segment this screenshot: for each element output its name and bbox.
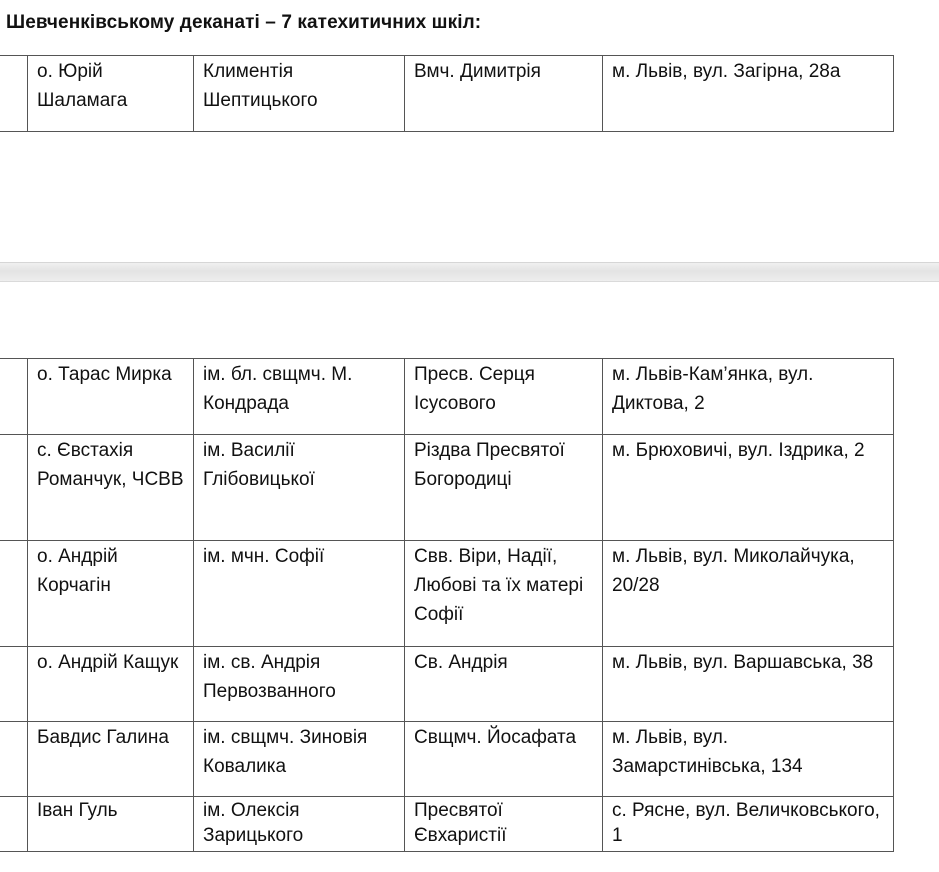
parish-cell: Різдва Пресвятої Богородиці (405, 435, 603, 541)
table-row (0, 359, 894, 435)
school-name-cell: ім. св. Андрія Первозванного (194, 647, 405, 722)
section-heading: Шевченківському деканаті – 7 катехитичних шкіл: (6, 12, 482, 33)
school-name-cell: ім. мчн. Софії (194, 541, 405, 647)
catechist-cell: Бавдис Галина (28, 722, 194, 797)
parish-cell: Свщмч. Йосафата (405, 722, 603, 797)
catechist-cell: Іван Гуль (28, 797, 194, 852)
address-cell: м. Львів-Кам’янка, вул. Диктова, 2 (603, 359, 894, 435)
row-number-cell (0, 359, 28, 435)
address-cell: м. Львів, вул. Миколайчука, 20/28 (603, 541, 894, 647)
parish-cell: Пресв. Серця Ісусового (405, 359, 603, 435)
parish-cell: Пресвятої Євхаристії (405, 797, 603, 852)
row-number-cell (0, 647, 28, 722)
table-row (0, 541, 894, 647)
table-row (0, 797, 894, 852)
parish-cell: Вмч. Димитрія (405, 56, 603, 132)
catechist-cell: о. Тарас Мирка (28, 359, 194, 435)
parish-cell: Свв. Віри, Надії, Любові та їх матері Софії (405, 541, 603, 647)
parish-cell: Св. Андрія (405, 647, 603, 722)
table-row (0, 647, 894, 722)
school-name-cell: ім. Василії Глібовицької (194, 435, 405, 541)
address-cell: м. Львів, вул. Варшавська, 38 (603, 647, 894, 722)
catechist-cell: о. Юрій Шаламага (28, 56, 194, 132)
school-name-cell: ім. свщмч. Зиновія Ковалика (194, 722, 405, 797)
table-row (0, 722, 894, 797)
row-number-cell (0, 56, 28, 132)
table-row (0, 435, 894, 541)
row-number-cell (0, 722, 28, 797)
address-cell: м. Львів, вул. Замарстинівська, 134 (603, 722, 894, 797)
school-name-cell: ім. бл. свщмч. М. Кондрада (194, 359, 405, 435)
row-number-cell (0, 541, 28, 647)
page-break (0, 262, 939, 282)
table-row (0, 56, 894, 132)
row-number-cell (0, 435, 28, 541)
address-cell: м. Брюховичі, вул. Іздрика, 2 (603, 435, 894, 541)
row-number-cell (0, 797, 28, 852)
address-cell: м. Львів, вул. Загірна, 28а (603, 56, 894, 132)
address-cell: с. Рясне, вул. Величковського, 1 (603, 797, 894, 852)
school-name-cell: Климентія Шептицького (194, 56, 405, 132)
catechist-cell: о. Андрій Кащук (28, 647, 194, 722)
catechetical-schools-table-1 (0, 55, 894, 132)
catechetical-schools-table-2 (0, 358, 894, 852)
catechist-cell: с. Євстахія Романчук, ЧСВВ (28, 435, 194, 541)
catechist-cell: о. Андрій Корчагін (28, 541, 194, 647)
school-name-cell: ім. Олексія Зарицького (194, 797, 405, 852)
